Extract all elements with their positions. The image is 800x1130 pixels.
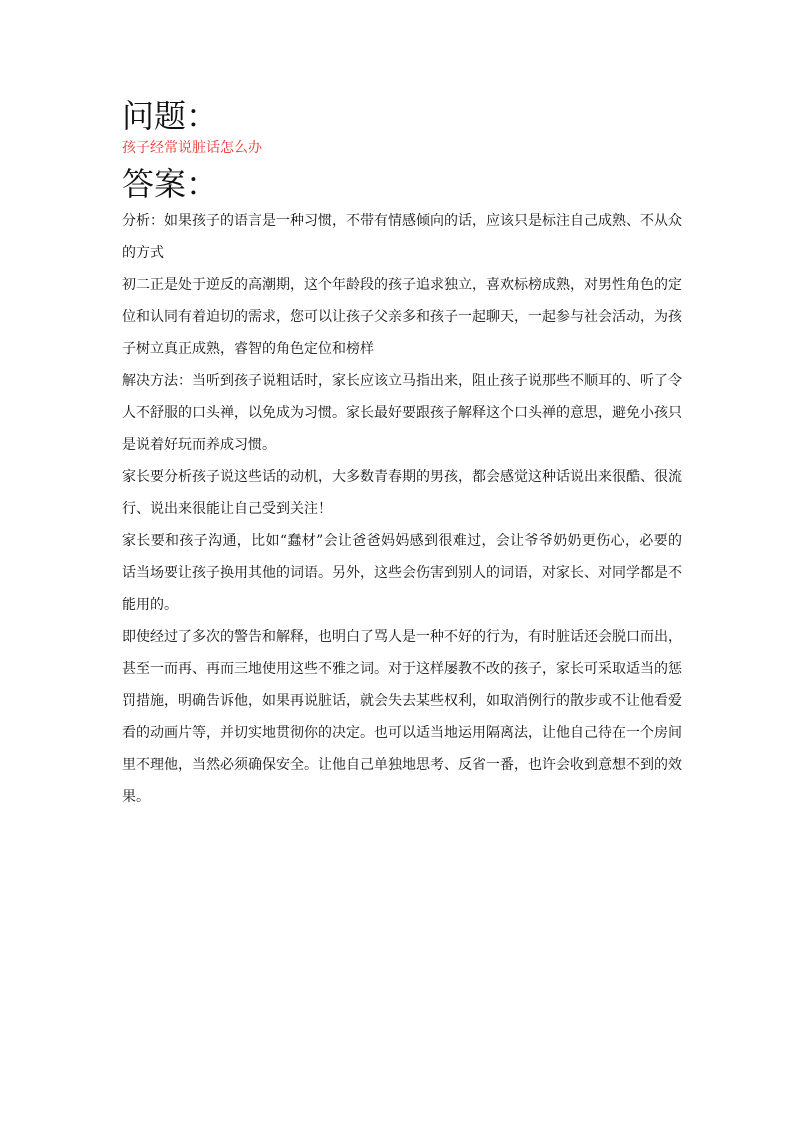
answer-paragraph-analysis: 分析：如果孩子的语言是一种习惯，不带有情感倾向的话，应该只是标注自己成熟、不从众的方式 bbox=[122, 213, 682, 261]
answer-body bbox=[122, 205, 682, 813]
answer-paragraph-motive: 家长要分析孩子说这些话的动机，大多数青春期的男孩，都会感觉这种话说出来很酷、很流行、说出来很能让自己受到关注！ bbox=[122, 469, 682, 517]
document-content bbox=[122, 97, 682, 813]
answer-heading: 答案： bbox=[122, 165, 219, 203]
answer-paragraph-communication: 家长要和孩子沟通，比如“蠢材”会让爸爸妈妈感到很难过，会让爷爷奶奶更伤心，必要的话当场要让孩子换用其他的词语。另外，这些会伤害到别人的词语，对家长、对同学都是不能用的。 bbox=[122, 533, 682, 613]
answer-paragraph-background: 初二正是处于逆反的高潮期，这个年龄段的孩子追求独立，喜欢标榜成熟，对男性角色的定位和认同有着迫切的需求，您可以让孩子父亲多和孩子一起聊天，一起参与社会活动，为孩子树立真正成熟，睿智的角色定位和榜样 bbox=[122, 277, 682, 357]
answer-paragraph-solution: 解决方法：当听到孩子说粗话时，家长应该立马指出来，阻止孩子说那些不顺耳的、听了令人不舒服的口头禅，以免成为习惯。家长最好要跟孩子解释这个口头禅的意思，避免小孩只是说着好玩而养成习惯。 bbox=[122, 373, 682, 453]
question-heading: 问题： bbox=[122, 97, 219, 135]
answer-paragraph-discipline: 即使经过了多次的警告和解释，也明白了骂人是一种不好的行为，有时脏话还会脱口而出，甚至一而再、再而三地使用这些不雅之词。对于这样屡教不改的孩子，家长可采取适当的惩罚措施，明确告诉他，如果再说脏话，就会失去某些权利，如取消例行的散步或不让他看爱看的动画片等，并切实地贯彻你的决定。也可以适当地运用隔离法，让他自己待在一个房间里不理他，当然必须确保安全。让他自己单独地思考、反省一番，也许会收到意想不到的效果。 bbox=[122, 629, 682, 805]
question-text: 孩子经常说脏话怎么办 bbox=[122, 140, 262, 156]
